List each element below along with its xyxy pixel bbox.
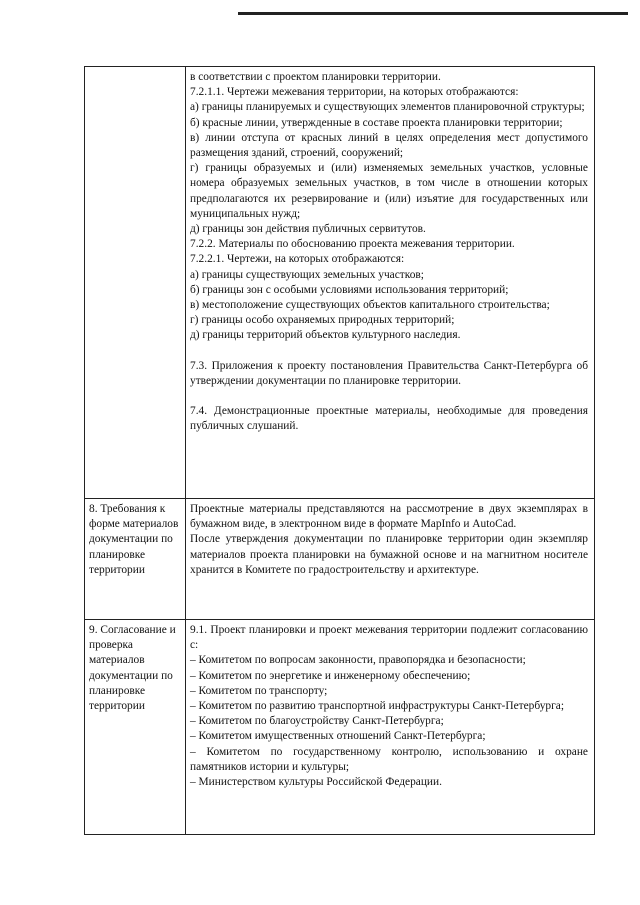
row-content bbox=[186, 67, 595, 499]
table-row bbox=[85, 67, 595, 499]
top-rule bbox=[238, 12, 628, 15]
paragraph: Проектные материалы представляются на рассмотрение в двух экземплярах в бумажном виде, в электронном виде в формате MapInfo и AutoCad. bbox=[190, 503, 588, 531]
list-item: – Министерством культуры Российской Федерации. bbox=[190, 776, 442, 789]
list-item: – Комитетом по энергетике и инженерному обеспечению; bbox=[190, 669, 471, 682]
paragraph-9-1: 9.1. Проект планировки и проект межевания территории подлежит согласованию с: bbox=[190, 624, 588, 652]
list-item: а) границы планируемых и существующих элементов планировочной структуры; bbox=[190, 101, 585, 114]
requirements-table bbox=[84, 66, 595, 835]
row-content bbox=[186, 620, 595, 835]
row-label bbox=[85, 67, 186, 499]
row-label: 8. Требования к форме материалов документации по планировке территории bbox=[85, 499, 186, 620]
list-item: б) красные линии, утвержденные в составе проекта планировки территории; bbox=[190, 116, 563, 129]
row-label: 9. Согласование и проверка материалов документации по планировке территории bbox=[85, 620, 186, 835]
list-item: 7.2.2. Материалы по обоснованию проекта межевания территории. bbox=[190, 238, 515, 251]
list-item: в) линии отступа от красных линий в целях определения мест допустимого размещения зданий, строений, сооружений; bbox=[190, 131, 588, 160]
list-item: д) границы территорий объектов культурного наследия. bbox=[190, 329, 461, 342]
list-item: – Комитетом по транспорту; bbox=[190, 684, 328, 697]
list-item: г) границы особо охраняемых природных территорий; bbox=[190, 314, 455, 327]
paragraph-7-3: 7.3. Приложения к проекту постановления Правительства Санкт-Петербурга об утверждении документации по планировке территории. bbox=[190, 359, 588, 387]
list-item: 7.2.1.1. Чертежи межевания территории, на которых отображаются: bbox=[190, 86, 519, 99]
list-item: 7.2.2.1. Чертежи, на которых отображаются: bbox=[190, 253, 405, 266]
list-item: – Комитетом по благоустройству Санкт-Петербурга; bbox=[190, 715, 444, 728]
table-row bbox=[85, 620, 595, 835]
list-item: – Комитетом по развитию транспортной инфраструктуры Санкт-Петербурга; bbox=[190, 700, 565, 713]
table-row bbox=[85, 499, 595, 620]
row-content bbox=[186, 499, 595, 620]
list-item: – Комитетом имущественных отношений Санкт-Петербурга; bbox=[190, 730, 486, 743]
list-item: г) границы образуемых и (или) изменяемых земельных участков, условные номера образуемых земельных участков, в том числе в отношении которых предполагаются их резервирование и (или) изъятие для государственных или муниципальных нужд; bbox=[190, 162, 588, 220]
list-item: – Комитетом по государственному контролю, использованию и охране памятников истории и культуры; bbox=[190, 745, 588, 773]
paragraph: После утверждения документации по планировке территории один экземпляр материалов проекта планировки на бумажной основе и на магнитном носителе хранится в Комитете по градостроительству и архитектуре. bbox=[190, 533, 588, 576]
list-item: в соответствии с проектом планировки территории. bbox=[190, 71, 441, 83]
paragraph-7-4: 7.4. Демонстрационные проектные материалы, необходимые для проведения публичных слушаний. bbox=[190, 405, 588, 433]
list-item: а) границы существующих земельных участков; bbox=[190, 268, 424, 281]
list-item: – Комитетом по вопросам законности, правопорядка и безопасности; bbox=[190, 654, 526, 667]
list-item: д) границы зон действия публичных сервитутов. bbox=[190, 223, 426, 236]
list-item: б) границы зон с особыми условиями использования территорий; bbox=[190, 283, 509, 296]
list-item: в) местоположение существующих объектов капитального строительства; bbox=[190, 299, 550, 312]
